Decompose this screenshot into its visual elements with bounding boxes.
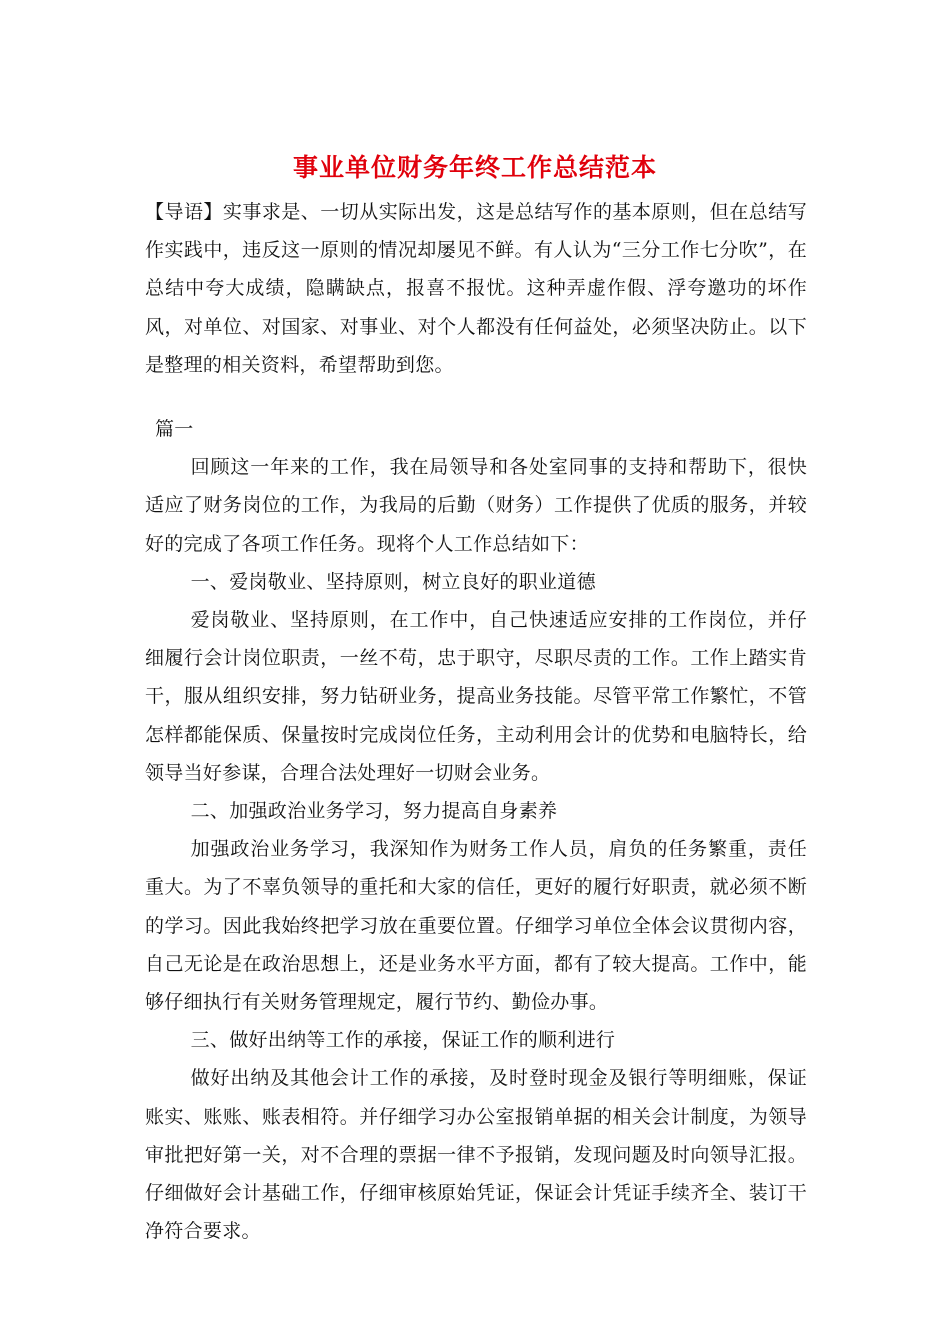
document-body <box>145 410 807 1250</box>
intro-paragraph: 【导语】实事求是、一切从实际出发，这是总结写作的基本原则，但在总结写作实践中，违反这一原则的情况却屡见不鲜。有人认为“三分工作七分吹”，在总结中夸大成绩，隐瞒缺点，报喜不报忧。这种弄虚作假、浮夸邀功的坏作风，对单位、对国家、对事业、对个人都没有任何益处，必须坚决防止。以下是整理的相关资料，希望帮助到您。 <box>145 201 807 376</box>
document-title: 事业单位财务年终工作总结范本 <box>292 153 657 182</box>
section-heading: 三、做好出纳等工作的承接，保证工作的顺利进行 <box>190 1029 616 1052</box>
section-heading: 一、爱岗敬业、坚持原则，树立良好的职业道德 <box>190 570 596 593</box>
body-paragraph: 加强政治业务学习，我深知作为财务工作人员，肩负的任务繁重，责任重大。为了不辜负领导的重托和大家的信任，更好的履行好职责，就必须不断的学习。因此我始终把学习放在重要位置。仔细学习单位全体会议贯彻内容，自己无论是在政治思想上，还是业务水平方面，都有了较大提高。工作中，能够仔细执行有关财务管理规定，履行节约、勤俭办事。 <box>145 838 807 1014</box>
body-paragraph: 爱岗敬业、坚持原则，在工作中，自己快速适应安排的工作岗位，并仔细履行会计岗位职责，一丝不苟，忠于职守，尽职尽责的工作。工作上踏实肯干，服从组织安排，努力钻研业务，提高业务技能。尽管平常工作繁忙，不管怎样都能保质、保量按时完成岗位任务，主动利用会计的优势和电脑特长，给领导当好参谋，合理合法处理好一切财会业务。 <box>145 609 807 784</box>
section-label: 篇一 <box>155 418 194 440</box>
section-heading: 二、加强政治业务学习，努力提高自身素养 <box>190 800 558 823</box>
body-paragraph: 做好出纳及其他会计工作的承接，及时登时现金及银行等明细账，保证账实、账账、账表相符。并仔细学习办公室报销单据的相关会计制度，为领导审批把好第一关，对不合理的票据一律不予报销，发现问题及时向领导汇报。仔细做好会计基础工作，仔细审核原始凭证，保证会计凭证手续齐全、装订干净符合要求。 <box>145 1067 807 1243</box>
body-paragraph: 回顾这一年来的工作，我在局领导和各处室同事的支持和帮助下，很快适应了财务岗位的工作，为我局的后勤（财务）工作提供了优质的服务，并较好的完成了各项工作任务。现将个人工作总结如下： <box>145 456 807 555</box>
